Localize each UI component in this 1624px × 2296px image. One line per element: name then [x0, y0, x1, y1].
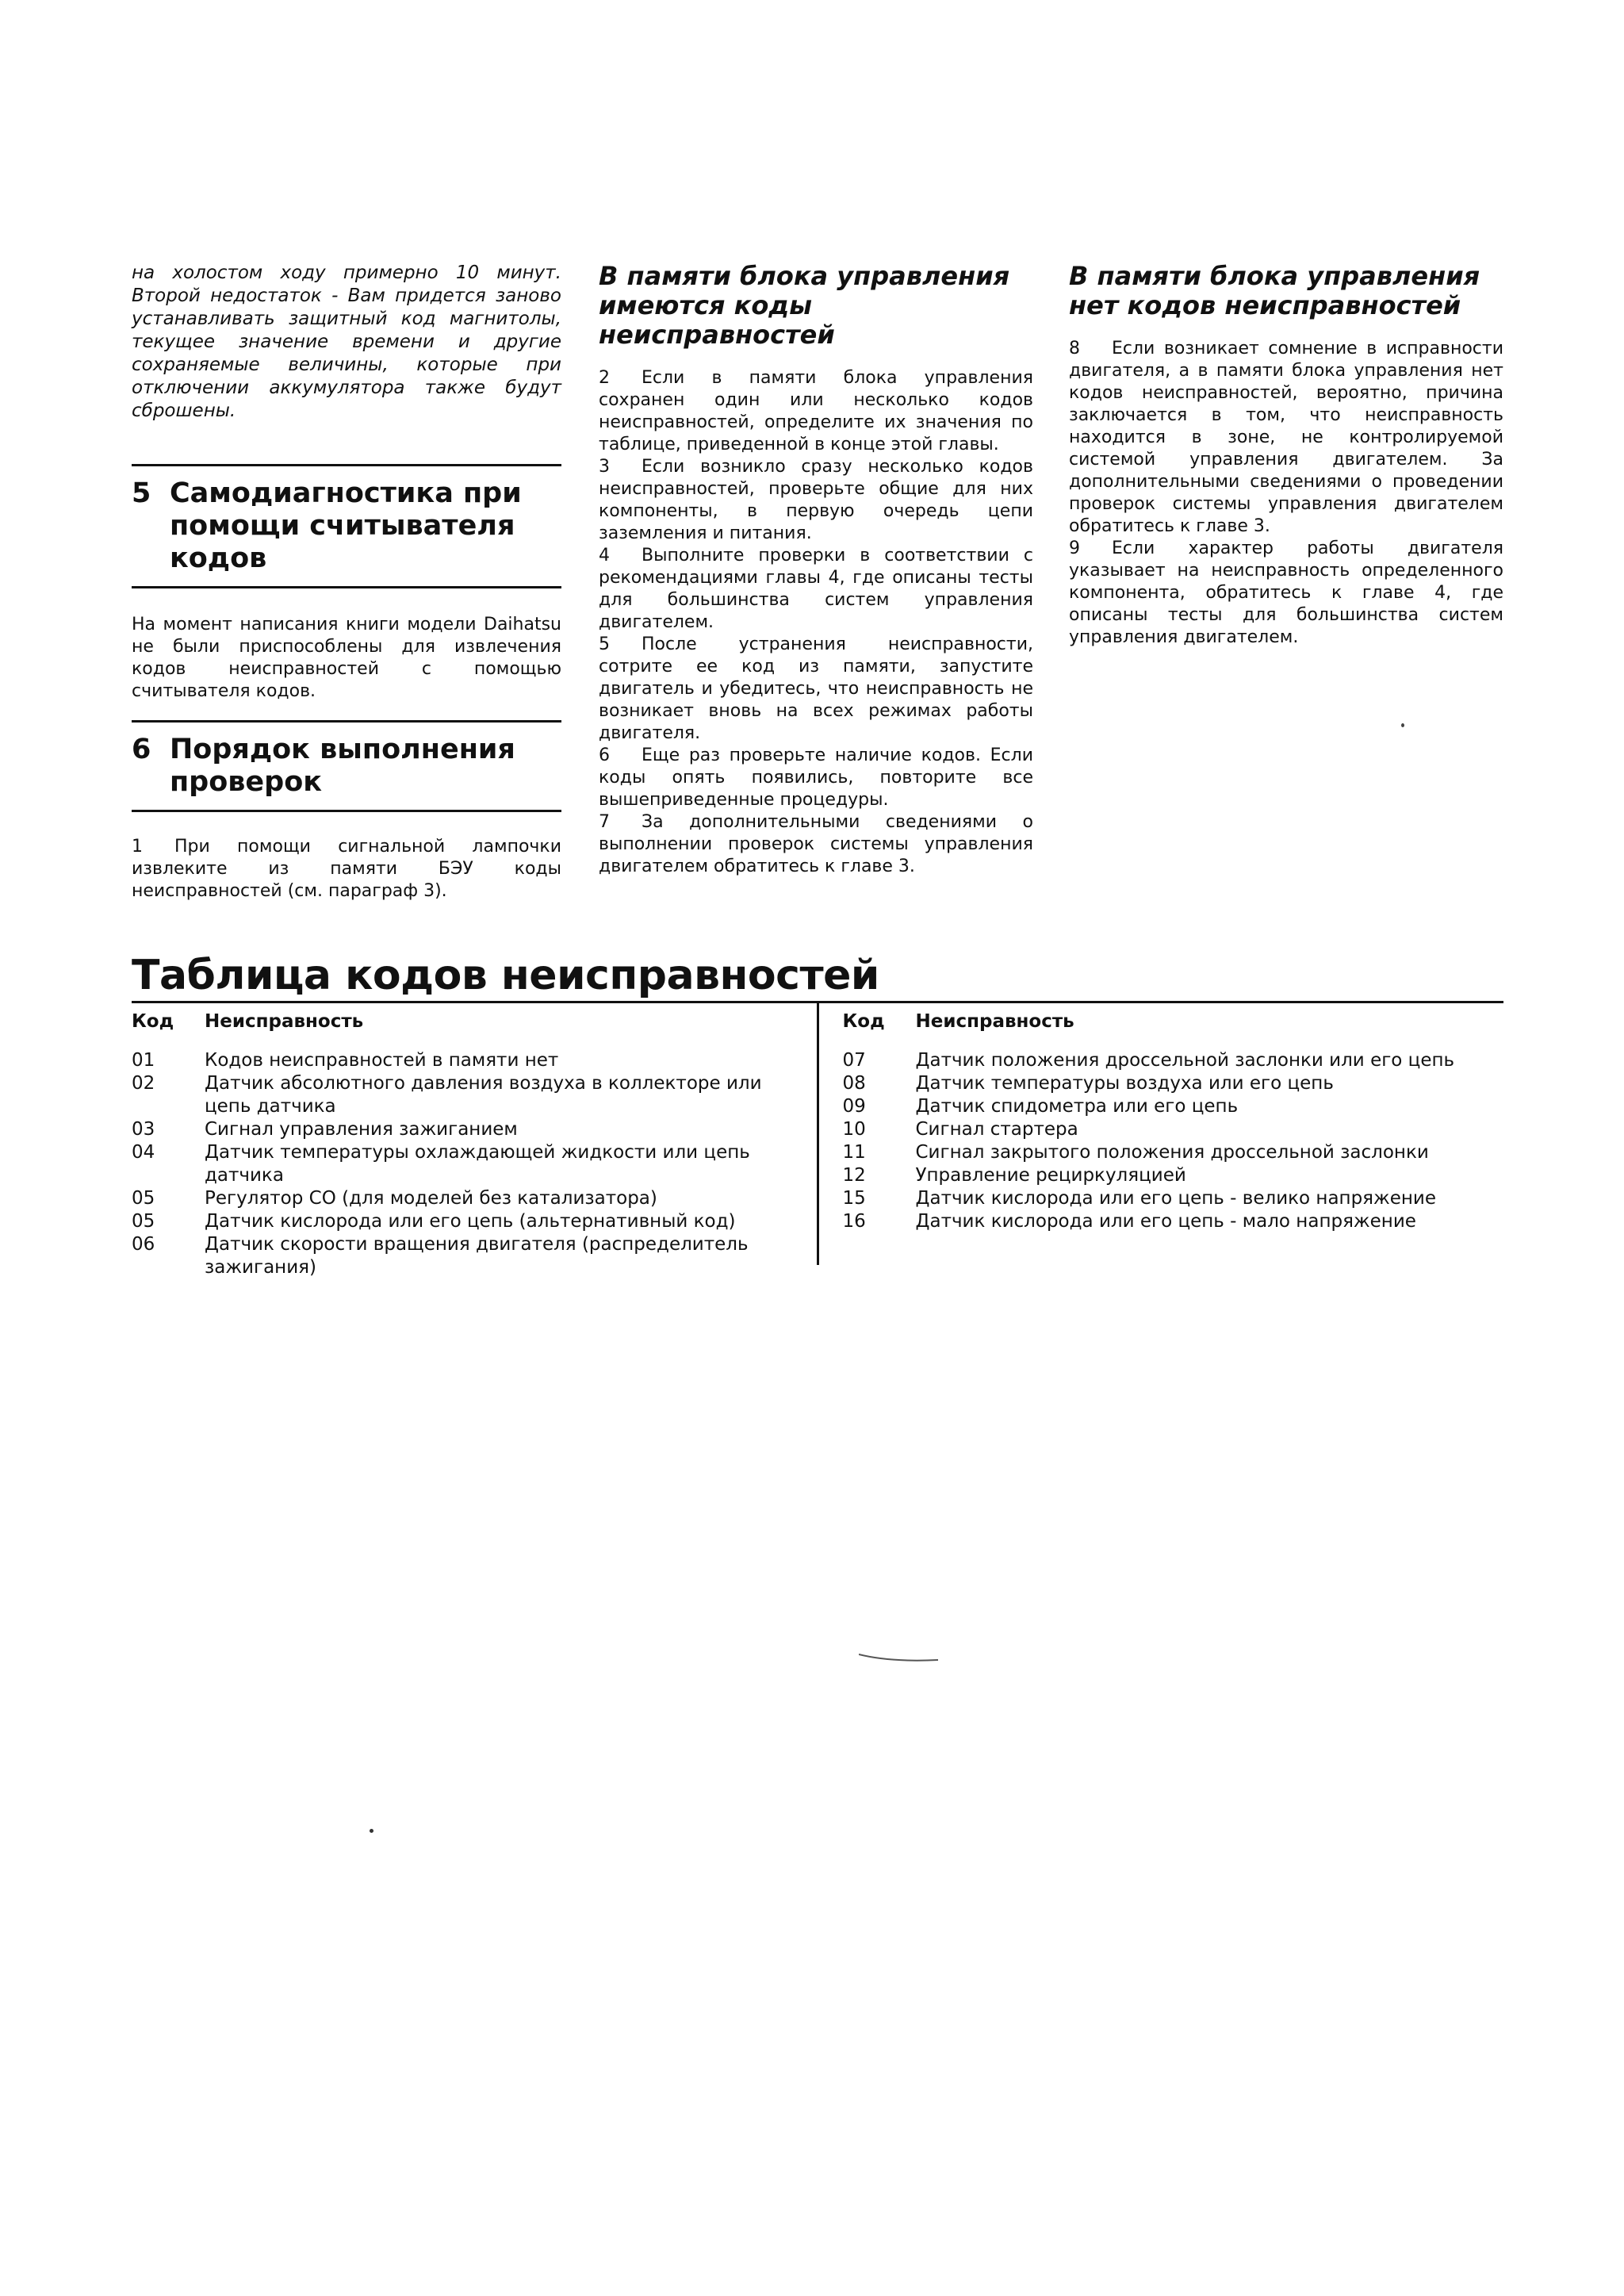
step-number: 4 — [599, 546, 610, 565]
fault-code: 09 — [842, 1096, 866, 1117]
table-row — [132, 1141, 793, 1187]
fault-code: 12 — [842, 1165, 866, 1186]
step-text: Если характер работы двигателя указывает на неисправность определенного компонента, обратитесь к главе 4, где описаны тесты для большинства систем управления двигателем. — [1069, 539, 1503, 647]
fault-code: 11 — [842, 1142, 866, 1163]
step-number: 7 — [599, 812, 610, 832]
step-text: Выполните проверки в соответствии с рекомендациями главы 4, где описаны тесты для большинства систем управления двигателем. — [599, 546, 1033, 632]
step-paragraph — [599, 745, 1033, 811]
fault-description: Управление рециркуляцией — [915, 1165, 1186, 1186]
middle-column — [599, 262, 1033, 878]
fault-table-left — [132, 1003, 819, 1278]
table-row — [843, 1049, 1504, 1072]
step-text: При помощи сигнальной лампочки извлеките из памяти БЭУ коды неисправностей (см. параграф 3). — [132, 837, 561, 901]
section-5-heading — [132, 466, 561, 586]
scan-dot — [370, 1829, 373, 1833]
fault-code: 06 — [132, 1234, 155, 1255]
fault-description: Сигнал закрытого положения дроссельной заслонки — [915, 1142, 1429, 1163]
fault-code: 15 — [842, 1188, 866, 1209]
table-header — [132, 1003, 793, 1033]
table-row — [132, 1049, 793, 1072]
fault-code-table-section — [132, 952, 1503, 1278]
fault-code: 03 — [132, 1119, 155, 1140]
code-column-header: Код — [842, 1011, 885, 1032]
section-divider — [132, 586, 561, 588]
step-paragraph — [599, 456, 1033, 545]
fault-description: Датчик положения дроссельной заслонки или его цепь — [915, 1050, 1455, 1071]
fault-code: 16 — [842, 1211, 866, 1232]
step-number: 3 — [599, 457, 610, 477]
step-paragraph — [1069, 538, 1503, 649]
right-column — [1069, 262, 1503, 649]
table-row — [843, 1095, 1504, 1118]
step-text: После устранения неисправности, сотрите ее код из памяти, запустите двигатель и убедитесь, что неисправность не возникает вновь на всех режимах работы двигателя. — [599, 634, 1033, 743]
fault-table-right — [819, 1003, 1504, 1265]
fault-description: Кодов неисправностей в памяти нет — [205, 1050, 559, 1071]
fault-code: 01 — [132, 1050, 155, 1071]
codes-present-heading: В памяти блока управления имеются коды неисправностей — [599, 261, 1010, 350]
section-6-heading — [132, 723, 561, 810]
fault-code: 10 — [842, 1119, 866, 1140]
fault-description: Датчик кислорода или его цепь - мало напряжение — [915, 1211, 1416, 1232]
code-column-header: Код — [132, 1011, 174, 1032]
step-number: 1 — [132, 837, 143, 857]
fault-description: Сигнал стартера — [915, 1119, 1078, 1140]
section-number: 6 — [132, 734, 151, 765]
fault-code: 02 — [132, 1073, 155, 1094]
table-row — [132, 1187, 793, 1210]
table-row — [132, 1210, 793, 1233]
fault-description: Датчик скорости вращения двигателя (распределитель зажигания) — [205, 1234, 749, 1278]
intro-paragraph: на холостом ходу примерно 10 минут. Второй недостаток - Вам придется заново устанавливать защитный код магнитолы, текущее значение времени и другие сохраняемые величины, которые при отключении аккумулятора также будут сброшены. — [132, 263, 561, 421]
step-paragraph — [599, 811, 1033, 878]
step-number: 2 — [599, 368, 610, 388]
table-row — [843, 1210, 1504, 1233]
step-text: Если в памяти блока управления сохранен один или несколько кодов неисправностей, определите их значения по таблице, приведенной в конце этой главы. — [599, 368, 1033, 454]
section-title: Порядок выполнения проверок — [170, 734, 515, 798]
fault-description: Датчик температуры воздуха или его цепь — [915, 1073, 1334, 1094]
table-row — [132, 1072, 793, 1118]
steps-list — [599, 367, 1033, 878]
scan-dot — [1401, 723, 1404, 727]
step-text: Если возникает сомнение в исправности двигателя, а в памяти блока управления нет кодов неисправностей, вероятно, причина заключается в том, что неисправность находится в зоне, не контролируемой системой управления двигателем. За дополнительными сведениями о проведении проверок системы управления двигателем обратитесь к главе 3. — [1069, 339, 1503, 536]
table-row — [843, 1187, 1504, 1210]
step-paragraph — [599, 634, 1033, 745]
section-number: 5 — [132, 477, 151, 509]
fault-description: Регулятор CO (для моделей без катализатора) — [205, 1188, 657, 1209]
step-paragraph — [1069, 338, 1503, 538]
section-divider — [132, 810, 561, 812]
table-row — [843, 1164, 1504, 1187]
no-codes-heading: В памяти блока управления нет кодов неисправностей — [1069, 261, 1480, 320]
step-paragraph — [599, 367, 1033, 456]
fault-description: Датчик спидометра или его цепь — [915, 1096, 1239, 1117]
steps-list — [1069, 338, 1503, 649]
fault-code: 07 — [842, 1050, 866, 1071]
table-row — [843, 1141, 1504, 1164]
table-row — [132, 1118, 793, 1141]
step-text: Если возникло сразу несколько кодов неисправностей, проверьте общие для них компоненты, в первую очередь цепи заземления и питания. — [599, 457, 1033, 543]
table-title: Таблица кодов неисправностей — [132, 952, 879, 999]
table-header — [843, 1003, 1504, 1033]
fault-description: Датчик абсолютного давления воздуха в коллекторе или цепь датчика — [205, 1073, 762, 1117]
fault-column-header: Неисправность — [915, 1011, 1074, 1032]
step-paragraph — [599, 545, 1033, 634]
step-number: 8 — [1069, 339, 1080, 358]
fault-column-header: Неисправность — [205, 1011, 364, 1032]
fault-description: Датчик кислорода или его цепь (альтернативный код) — [205, 1211, 736, 1232]
table-row — [132, 1233, 793, 1279]
step-number: 9 — [1069, 539, 1080, 558]
fault-description: Датчик температуры охлаждающей жидкости или цепь датчика — [205, 1142, 750, 1186]
step-paragraph — [132, 836, 561, 903]
fault-code: 05 — [132, 1188, 155, 1209]
step-text: За дополнительными сведениями о выполнении проверок системы управления двигателем обратитесь к главе 3. — [599, 812, 1033, 876]
step-number: 5 — [599, 634, 610, 654]
table-row — [843, 1072, 1504, 1095]
step-number: 6 — [599, 746, 610, 765]
scan-mark — [859, 1653, 938, 1662]
fault-description: Датчик кислорода или его цепь - велико напряжение — [915, 1188, 1437, 1209]
left-column — [132, 262, 561, 903]
fault-code: 05 — [132, 1211, 155, 1232]
fault-description: Сигнал управления зажиганием — [205, 1119, 518, 1140]
section-5-body: На момент написания книги модели Daihatsu не были приспособлены для извлечения кодов неисправностей с помощью считывателя кодов. — [132, 615, 561, 701]
table-row — [843, 1118, 1504, 1141]
section-title: Самодиагностика при помощи считывателя кодов — [170, 477, 522, 574]
step-text: Еще раз проверьте наличие кодов. Если коды опять появились, повторите все вышеприведенные процедуры. — [599, 746, 1033, 810]
fault-code: 08 — [842, 1073, 866, 1094]
fault-code: 04 — [132, 1142, 155, 1163]
